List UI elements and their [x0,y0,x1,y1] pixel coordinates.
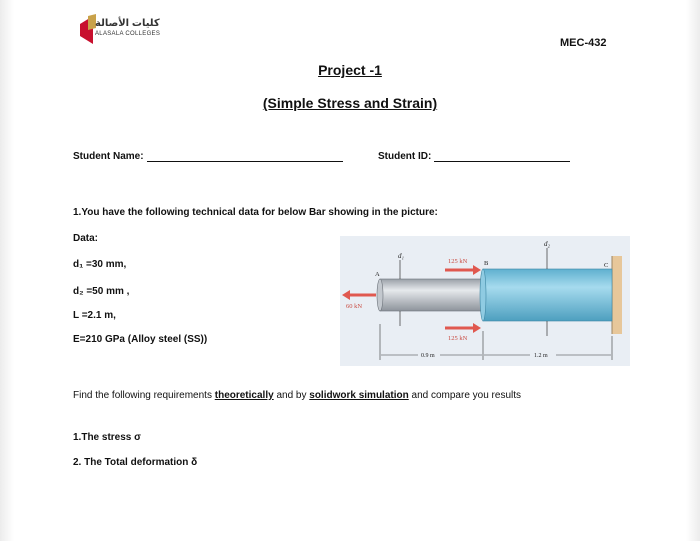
find-middle: and by [273,390,310,401]
label-force-top: 125 kN [448,258,468,265]
course-code: MEC-432 [560,37,607,49]
page-shadow-right [686,0,700,541]
label-force-bottom: 125 kN [448,335,468,342]
question-intro: 1.You have the following technical data for below Bar showing in the picture: [73,207,438,218]
find-suffix: and compare you results [408,390,522,401]
logo-arabic-text: كليات الأصالة [95,18,160,29]
label-b: B [484,260,489,267]
data-d2: d₂ =50 mm , [73,286,130,297]
wall-support [612,256,622,334]
bar-diagram [340,236,630,366]
student-name-blank[interactable] [147,152,343,162]
label-c: C [604,262,609,269]
data-label: Data: [73,233,99,244]
project-subtitle: (Simple Stress and Strain) [262,95,438,111]
data-d1: d₁ =30 mm, [73,259,127,270]
data-modulus: E=210 GPa (Alloy steel (SS)) [73,334,208,345]
find-prefix: Find the following requirements [73,390,215,401]
student-name-field[interactable] [73,151,343,162]
large-diameter-bar [483,269,612,321]
requirement-stress: 1.The stress σ [73,432,141,443]
logo-english-text: ALASALA COLLEGES [95,31,161,37]
find-instructions [73,390,521,401]
label-force-left: 60 kN [346,303,363,310]
small-diameter-bar [380,279,483,311]
data-length: L =2.1 m, [73,310,116,321]
student-id-field[interactable] [378,151,570,162]
student-id-label: Student ID: [378,151,432,162]
project-title: Project -1 [318,62,382,78]
requirement-deformation: 2. The Total deformation δ [73,457,198,468]
page-shadow-left [0,0,14,541]
find-simulation: solidwork simulation [309,390,409,401]
label-a: A [375,271,380,278]
label-length-left: 0.9 m [421,353,435,359]
label-d2: d₂ [544,240,550,248]
label-length-right: 1.2 m [534,353,548,359]
find-theoretically: theoretically [214,390,274,401]
bar-end-a [377,279,383,311]
student-id-blank[interactable] [434,152,570,162]
bar-step-b [480,269,486,321]
label-d1: d₁ [398,252,404,260]
student-name-label: Student Name: [73,151,144,162]
